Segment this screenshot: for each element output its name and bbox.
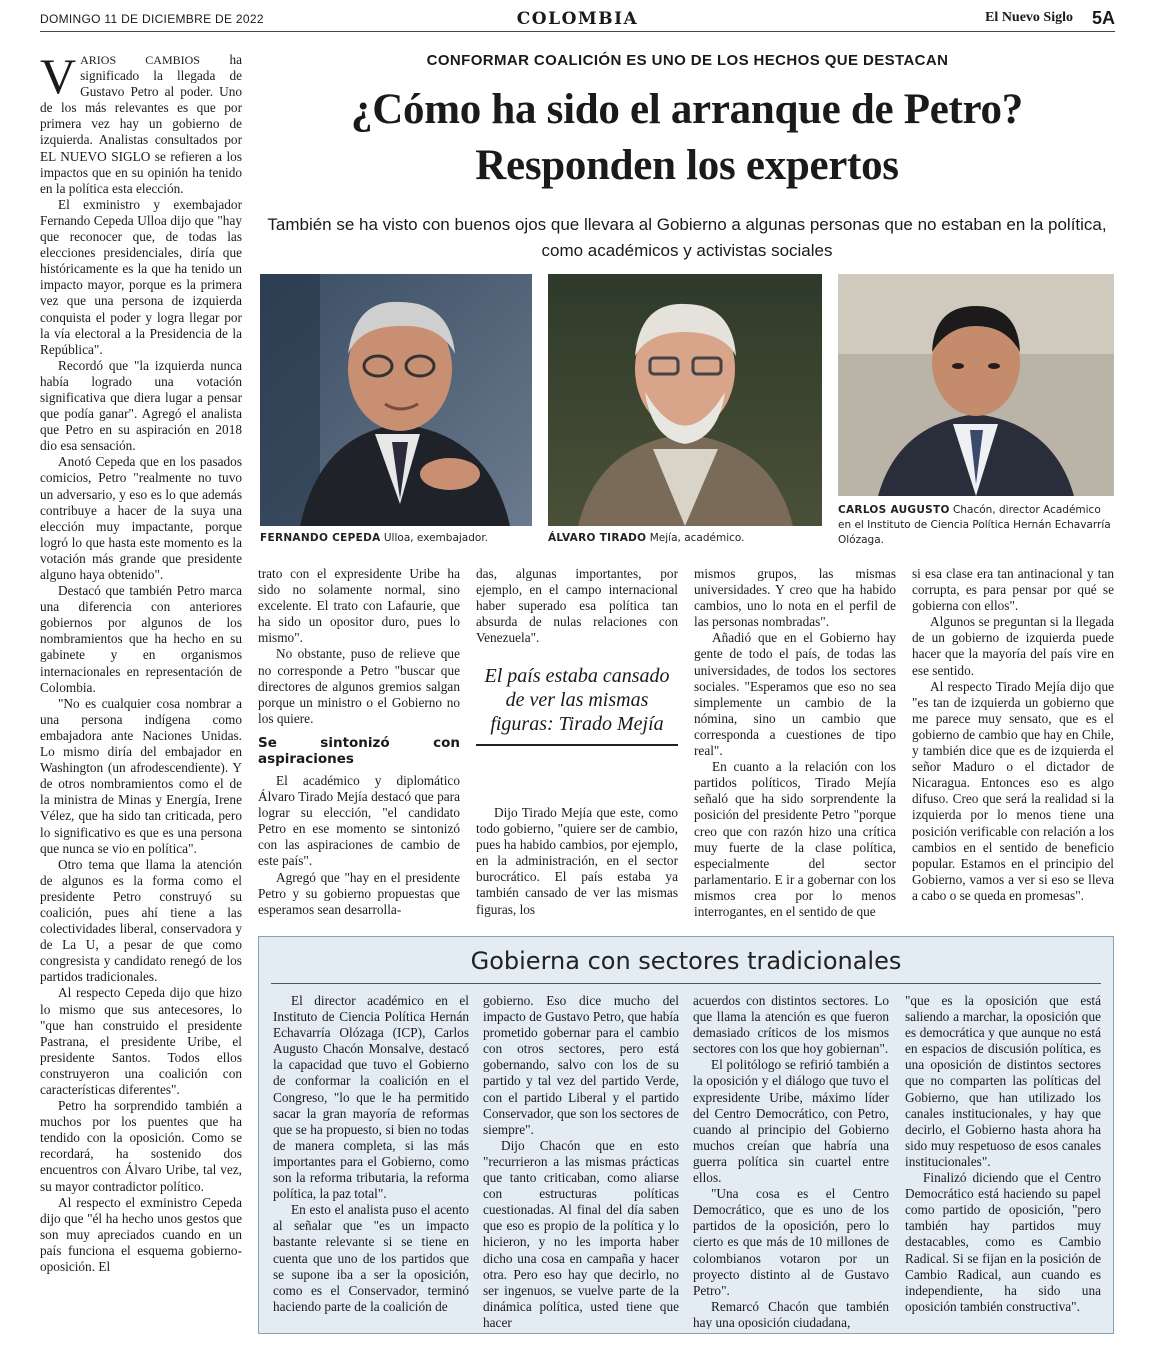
photo-caption: CARLOS AUGUSTO Chacón, director Académico en el Instituto de Ciencia Política Hernán Echavarría Olózaga.	[838, 504, 1111, 546]
article-headline	[258, 82, 1116, 194]
box-column-3	[693, 993, 889, 1329]
lead-caps: ARIOS CAMBIOS	[80, 53, 200, 67]
paragraph: Al respecto el exministro Cepeda dijo que "él ha hecho unos gestos que son muy apreciados cuando en un país funciona el esquema gobierno-oposición. El	[40, 1194, 242, 1275]
paragraph: Algunos se preguntan si la llegada de un gobierno de izquierda puede hacer que la mayoría del país vire en ese sentido.	[912, 614, 1114, 678]
divider	[271, 983, 1101, 984]
subheading: Se sintonizó con aspiraciones	[258, 734, 460, 767]
article-column-3-bottom	[476, 805, 678, 918]
paragraph: Anotó Cepeda que en los pasados comicios, Petro "realmente no tuvo un adversario, y eso es lo que además contribuye a hacer de la suya una elección muy impactante, porque logró lo que hasta este momento es la votación más grande que presidente alguno haya obtenido".	[40, 454, 242, 582]
pull-quote: El país estaba cansado de ver las mismas figuras: Tirado Mejía	[476, 664, 678, 746]
paragraph: "que es la oposición que está saliendo a marchar, la oposición que es democrática y que aunque no está en espacios de discusión política, es una oposición de distintos sectores que no comparten las políticas del Gobierno, que han utilizado los canales institucionales, y hay que decirlo, el Gobierno hasta ahora ha sido muy respetuoso de esos canales institucionales".	[905, 993, 1101, 1169]
page-number: 5A	[1091, 8, 1115, 28]
paragraph: En cuanto a la relación con los partidos políticos, Tirado Mejía señaló que ha sido sorprendente la posición del presidente Petro "porque creo que con razón hizo una crítica muy fuerte de la clase política, especialmente del sector parlamentario. E ir a gobernar con los mismos crea por lo menos interrogantes, en el sentido de que	[694, 759, 896, 919]
paragraph: "No es cualquier cosa nombrar a una persona indígena como embajadora ante Naciones Unidas. Lo mismo diría del embajador en Washington (un afrodescendiente). Y de otros nombramientos como el de la ministra de Minas y Energía, Irene Vélez, que ha sido tan criticada, pero lo significativo es que es una persona que nunca se vio en política".	[40, 695, 242, 856]
portrait-illustration	[548, 274, 822, 526]
photo-alvaro-tirado	[548, 274, 822, 526]
paragraph: Al respecto Cepeda dijo que hizo lo mismo que sus antecesores, lo "que han construido el presidente Pastrana, el presidente Uribe, el presidente Santos. Todos ellos construyeron una coalición con características diferentes".	[40, 985, 242, 1097]
dropcap: V	[40, 52, 77, 104]
box-title: Gobierna con sectores tradicionales	[470, 947, 902, 975]
paragraph: Remarcó Chacón que también hay una oposición ciudadana,	[693, 1298, 889, 1329]
lead-paragraph: VARIOS CAMBIOS ha significado la llegada de Gustavo Petro al poder. Uno de los más relevantes es que por primera vez hay un gobierno de izquierda. Analistas consultados por EL NUEVO SIGLO se refieren a los impactos que en su opinión ha tenido en la política esta elección.	[40, 52, 242, 196]
paragraph: El politólogo se refirió también a la oposición y el diálogo que tuvo el expresidente Uribe, máximo líder del Centro Democrático, con Petro, cuando al principio del Gobierno muchos creían que habría una guerra política sin cuartel entre ellos.	[693, 1057, 889, 1186]
portrait-illustration	[838, 274, 1114, 496]
photo-caption: ÁLVARO TIRADO Mejía, académico.	[548, 532, 745, 544]
paragraph: Recordó que "la izquierda nunca había logrado una votación significativa que diera lugar a pensar que podía ganar". Agregó el analista que Petro en su aspiración en 2018 dio esa sensación.	[40, 357, 242, 454]
headline-line-2: Responden los expertos	[475, 142, 899, 189]
paragraph: trato con el expresidente Uribe ha sido no solamente normal, sino excelente. El trato con Lafaurie, que ha sido un opositor duro, pues lo mismo".	[258, 566, 460, 646]
paragraph: Petro ha sorprendido también a muchos por los puentes que ha tendido con la oposición. Como se recordará, ha sostenido dos encuentros con Álvaro Uribe, tal vez, su mayor contradictor político.	[40, 1098, 242, 1194]
issue-date: DOMINGO 11 DE DICIEMBRE DE 2022	[40, 12, 264, 26]
box-column-2	[483, 993, 679, 1329]
article-column-3	[476, 566, 678, 656]
article-column-1	[40, 52, 242, 1337]
paragraph: Al respecto Tirado Mejía dijo que "es tan de izquierda un gobierno que me parece muy sensato, que es el gobierno de cambio que hay en Chile, y también dice que es de izquierda el señor Maduro o el dictador de Nicaragua. Entonces eso es algo difuso. Creo que será la realidad si la izquierda por lo menos tiene una posición verificable con relación a los cambios en el sentido de beneficio popular. Estamos en el principio del Gobierno, vamos a ver si eso se lleva a cabo o se queda en promesas".	[912, 678, 1114, 903]
photo-carlos-augusto	[838, 274, 1114, 496]
paragraph: El director académico en el Instituto de Ciencia Política Hernán Echavarría Olózaga (ICP), Carlos Augusto Chacón Monsalve, destacó la capacidad que tuvo el Gobierno de conformar la coalición en el Congreso, "lo que le ha permitido sacar la gran mayoría de reformas que se ha propuesto, si bien no todas de manera completa, si las más importantes para el Gobierno, como son la reforma tributaria, la reforma política, la paz total".	[273, 993, 469, 1202]
paragraph: gobierno. Eso dice mucho del impacto de Gustavo Petro, que había prometido gobernar para el cambio con otros sectores, pero está gobernando, salvo con los de su partido y tal vez del partido Verde, con el partido Liberal y el partido Conservador, que son los sectores de siempre".	[483, 993, 679, 1137]
headline-line-1: ¿Cómo ha sido el arranque de Petro?	[351, 86, 1023, 133]
photo-fernando-cepeda	[260, 274, 532, 526]
box-column-1	[273, 993, 469, 1329]
paragraph: si esa clase era tan antinacional y tan corrupta, es para pensar por qué se gobierna con ellos".	[912, 566, 1114, 614]
paragraph: acuerdos con distintos sectores. Lo que llama la atención es que fueron demasiado críticos de los mismos sectores con los que hoy gobiernan".	[693, 993, 889, 1057]
article-column-2	[258, 566, 460, 926]
paragraph: Destacó que también Petro marca una diferencia con anteriores gobiernos por algunos de los nombramientos que ha hecho en su gabinete y en organismos internacionales en representación de Colombia.	[40, 583, 242, 695]
paragraph: Agregó que "hay en el presidente Petro y su gobierno propuestas que esperamos sean desarrolla-	[258, 869, 460, 917]
section-name: COLOMBIA	[516, 9, 639, 29]
box-column-4	[905, 993, 1101, 1329]
article-column-4	[694, 566, 896, 926]
paragraph: Dijo Chacón que en esto "recurrieron a las mismas prácticas que tanto criticaban, como aliarse con estructuras políticas cuestionadas. Al final del día saben que eso es propio de la política y lo hicieron, y no les importa haber dicho una cosa en campaña y hacer otra. Pero eso hay que decirlo, no ser ingenuos, se vuelve parte de la dinámica política, usted tiene que hacer	[483, 1137, 679, 1329]
paragraph: No obstante, puso de relieve que no corresponde a Petro "buscar que directores de algunos gremios salgan porque un ministro o el Gobierno no los quiere.	[258, 646, 460, 726]
article-deck: También se ha visto con buenos ojos que llevara al Gobierno a algunas personas que no estaban en la política, como académicos y activistas sociales	[267, 215, 1107, 260]
sidebar-box	[258, 936, 1114, 1334]
portrait-illustration	[260, 274, 532, 526]
paragraph: mismos grupos, las mismas universidades. Y creo que ha habido cambios, uno lo nota en el perfil de las personas nombradas".	[694, 566, 896, 630]
paragraph: En esto el analista puso el acento al señalar que "es un impacto bastante relevante si se tiene en cuenta que uno de los partidos que se supone iba a ser la oposición, como es el Conservador, terminó haciendo parte de la coalición de	[273, 1202, 469, 1314]
paragraph: das, algunas importantes, por ejemplo, en el campo internacional haber superado esa política tan absurda de nulas relaciones con Venezuela".	[476, 566, 678, 646]
article-column-5	[912, 566, 1114, 926]
paragraph: "Una cosa es el Centro Democrático, que es uno de los partidos de la oposición, pero lo cierto es que más de 10 millones de colombianos votaron por un proyecto distinto al de Gustavo Petro".	[693, 1186, 889, 1298]
paragraph: Otro tema que llama la atención de algunos es la forma como el presidente Petro construyó su coalición, pues ahí tiene a las colectividades liberal, conservadora y de La U, a pesar de que como congresista y candidato renegó de los partidos tradicionales.	[40, 856, 242, 985]
article-kicker: CONFORMAR COALICIÓN ES UNO DE LOS HECHOS QUE DESTACAN	[426, 52, 949, 69]
paragraph: El académico y diplomático Álvaro Tirado Mejía destacó que para lograr su elección, "el candidato Petro en ese momento se sintonizó con las aspiraciones de cambio de este país".	[258, 772, 460, 869]
paragraph: El exministro y exembajador Fernando Cepeda Ulloa dijo que "hay que reconocer que, de todas las elecciones presidenciales, diría que históricamente es la que ha tenido un impacto mayor, porque es la primera vez que una persona de izquierda conquista el poder y logra llegar por la vía electoral a la Presidencia de la República".	[40, 196, 242, 357]
page-header	[40, 8, 1115, 32]
publication-logo: El Nuevo Siglo	[985, 10, 1073, 25]
paragraph: Dijo Tirado Mejía que este, como todo gobierno, "quiere ser de cambio, pues ha habido cambios, por ejemplo, en la administración, en el sector burocrático. El país estaba ya también cansado de ver las mismas figuras, los	[476, 805, 678, 917]
paragraph: Añadió que en el Gobierno hay gente de todo el país, de todas las universidades, de todos los sectores sociales. "Esperamos que eso no sea simplemente un cambio de la nómina, sino un cambio que corresponda a cuestiones de tipo real".	[694, 630, 896, 759]
paragraph: Finalizó diciendo que el Centro Democrático está haciendo su papel como partido de oposición, "pero también hay partidos muy destacables, como es Cambio Radical. Si se fijan en la posición de Cambio Radical, aun cuando es independiente, ha sido una oposición también constructiva".	[905, 1170, 1101, 1314]
photo-caption: FERNANDO CEPEDA Ulloa, exembajador.	[260, 532, 489, 544]
